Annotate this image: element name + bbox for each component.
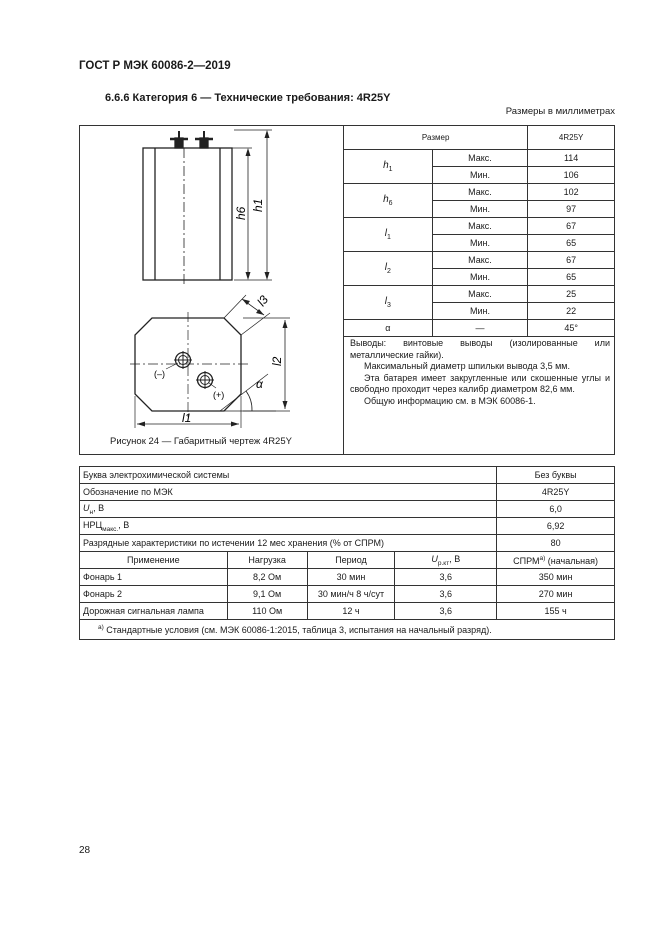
spec-table [79, 466, 615, 640]
min-value: 65 [528, 235, 615, 252]
dim-row-h1-max [344, 150, 615, 167]
dim-row-l2-max [344, 252, 615, 269]
footnote-mark: а) [98, 624, 104, 631]
cell-sprm: 350 мин [497, 569, 615, 586]
sym-sub: 3 [386, 302, 391, 309]
label-l3: l3 [254, 292, 272, 309]
max-label: Макс. [432, 218, 528, 235]
sub: макс. [102, 525, 119, 533]
footnote-text: Стандартные условия (см. МЭК 60086-1:2015, таблица 3, испытания на начальный разряд). [103, 625, 492, 635]
cell-voltage: 3,6 [395, 569, 497, 586]
sym-sub: 2 [386, 268, 391, 275]
spec-label [80, 518, 497, 535]
col-period: Период [307, 552, 395, 569]
dim-sym-h6 [344, 184, 433, 218]
dim-header-value: 4R25Y [528, 126, 615, 150]
spec-label: Разрядные характеристики по истечении 12 мес хранения (% от СПРМ) [80, 535, 497, 552]
sym-letter: h [383, 194, 389, 205]
max-label: Макс. [432, 286, 528, 303]
note-stud-diameter: Максимальный диаметр шпильки вывода 3,5 мм. [364, 361, 570, 371]
cell-application: Фонарь 1 [80, 569, 228, 586]
footnote [80, 620, 615, 640]
sym-letter: l [384, 296, 387, 307]
cell-load: 9,1 Ом [227, 586, 307, 603]
max-value: 102 [528, 184, 615, 201]
sym: U [431, 553, 438, 564]
min-label: Мин. [432, 235, 528, 252]
sup: а) [539, 554, 546, 562]
label-h1: h1 [251, 198, 265, 212]
min-value: 97 [528, 201, 615, 218]
label-l1: l1 [182, 411, 192, 425]
cell-load: 8,2 Ом [227, 569, 307, 586]
spec-row-storage [80, 535, 615, 552]
table-row [80, 586, 615, 603]
table-row [80, 569, 615, 586]
note-gauge: Эта батарея имеет закругленные или скошенные углы и свободно проходит через калибр диаметром 82,6 мм. [350, 372, 610, 394]
dim-row-h6-max [344, 184, 615, 201]
spec-label: Обозначение по МЭК [80, 484, 497, 501]
max-value: 67 [528, 252, 615, 269]
sym-letter: h [383, 160, 389, 171]
spec-label: Буква электрохимической системы [80, 467, 497, 484]
label-positive: (+) [213, 390, 225, 400]
alpha-label: — [432, 320, 528, 337]
spec-row-designation [80, 484, 615, 501]
spec-value: 6,92 [497, 518, 615, 535]
pre: НРЦ [83, 519, 103, 530]
spec-value: 4R25Y [497, 484, 615, 501]
note-terminals: Выводы: винтовые выводы (изолированные или металлические гайки). [350, 338, 610, 360]
dim-row-l1-max [344, 218, 615, 235]
cell-application: Фонарь 2 [80, 586, 228, 603]
dimensions-header-row [344, 126, 615, 150]
min-value: 65 [528, 269, 615, 286]
min-label: Мин. [432, 269, 528, 286]
dim-sym-l2 [344, 252, 433, 286]
col-voltage [395, 552, 497, 569]
cell-application: Дорожная сигнальная лампа [80, 603, 228, 620]
cell-voltage: 3,6 [395, 586, 497, 603]
min-value: 22 [528, 303, 615, 320]
sym-letter: l [384, 228, 387, 239]
min-label: Мин. [432, 167, 528, 184]
sub: р.кт [437, 559, 450, 567]
max-value: 114 [528, 150, 615, 167]
section-title: 6.6.6 Категория 6 — Технические требования: 4R25Y [105, 92, 391, 104]
spec-row-system [80, 467, 615, 484]
battery-drawing [80, 126, 342, 454]
sym-sub: 1 [388, 166, 393, 173]
spec-label [80, 501, 497, 518]
label-negative: (–) [154, 369, 165, 379]
col-load: Нагрузка [227, 552, 307, 569]
sprm: СПРМ [513, 555, 540, 566]
label-l2: l2 [270, 356, 284, 366]
label-alpha: α [256, 377, 263, 391]
rest: (начальная) [545, 555, 599, 566]
cell-period: 30 мин [307, 569, 395, 586]
max-value: 25 [528, 286, 615, 303]
cell-sprm: 155 ч [497, 603, 615, 620]
document-header: ГОСТ Р МЭК 60086-2—2019 [79, 60, 231, 72]
figure-caption: Рисунок 24 — Габаритный чертеж 4R25Y [110, 436, 292, 447]
alpha-symbol: α [344, 320, 433, 337]
dim-row-l3-max [344, 286, 615, 303]
cell-period: 12 ч [307, 603, 395, 620]
spec-row-nominal-voltage [80, 501, 615, 518]
note-general-info: Общую информацию см. в МЭК 60086-1. [364, 395, 536, 406]
spec-columns-header [80, 552, 615, 569]
rest: , В [118, 519, 130, 530]
min-label: Мин. [432, 201, 528, 218]
cell-load: 110 Ом [227, 603, 307, 620]
max-label: Макс. [432, 150, 528, 167]
col-application: Применение [80, 552, 228, 569]
alpha-value: 45° [528, 320, 615, 337]
rest: , В [449, 553, 461, 564]
cell-period: 30 мин/ч 8 ч/сут [307, 586, 395, 603]
sub: н [89, 508, 94, 516]
col-sprm [497, 552, 615, 569]
side-view-body [143, 148, 232, 280]
sym: U [83, 502, 90, 513]
dim-sym-h1 [344, 150, 433, 184]
dim-sym-l1 [344, 218, 433, 252]
dim-sym-l3 [344, 286, 433, 320]
max-label: Макс. [432, 252, 528, 269]
spec-row-ocv [80, 518, 615, 535]
label-h6: h6 [234, 206, 248, 220]
spec-value: 6,0 [497, 501, 615, 518]
units-note: Размеры в миллиметрах [505, 106, 615, 117]
footnote-row [80, 620, 615, 640]
min-label: Мин. [432, 303, 528, 320]
dim-header-param: Размер [344, 126, 528, 150]
sym-sub: 6 [388, 200, 393, 207]
max-value: 67 [528, 218, 615, 235]
min-value: 106 [528, 167, 615, 184]
dimensions-table [343, 125, 615, 337]
spec-value: 80 [497, 535, 615, 552]
sym-letter: l [384, 262, 387, 273]
sym-sub: 1 [386, 234, 391, 241]
rest: , В [93, 502, 105, 513]
spec-value: Без буквы [497, 467, 615, 484]
cell-sprm: 270 мин [497, 586, 615, 603]
page-number: 28 [79, 845, 91, 856]
table-row [80, 603, 615, 620]
cell-voltage: 3,6 [395, 603, 497, 620]
max-label: Макс. [432, 184, 528, 201]
dim-row-alpha [344, 320, 615, 337]
terminal-notes [350, 338, 610, 407]
